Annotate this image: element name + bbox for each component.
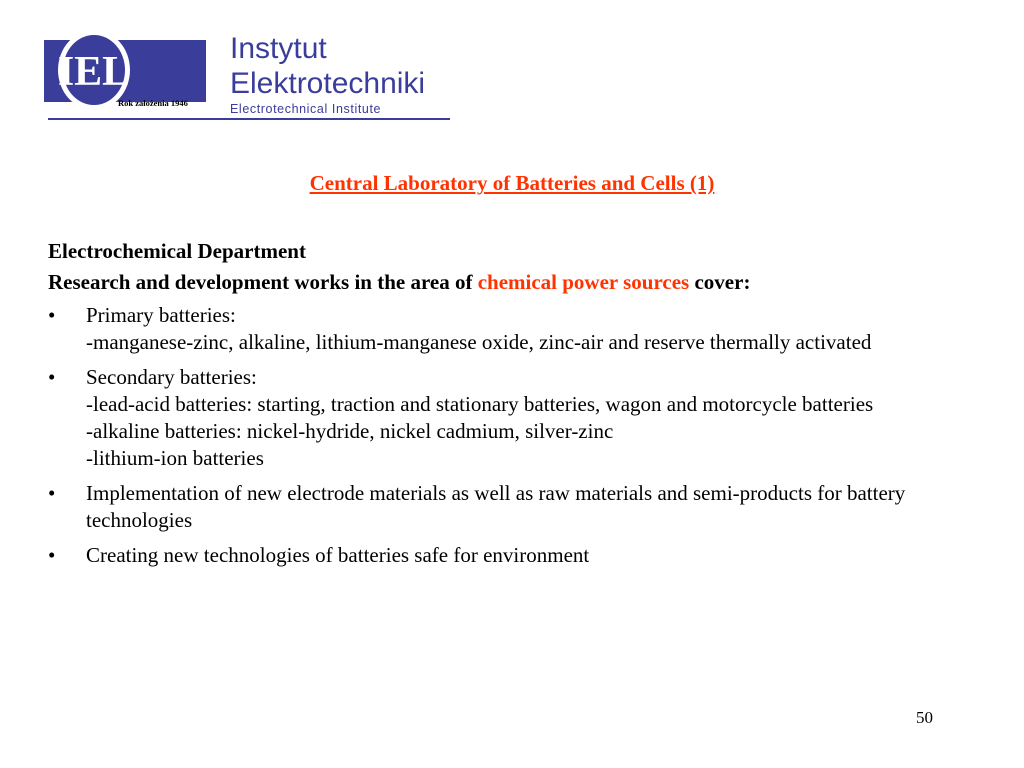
logo-mark-text: IEL <box>57 49 131 95</box>
slide-content <box>48 238 948 577</box>
bullet-icon: • <box>48 543 56 567</box>
logo-founded-text: Rok założenia 1946 <box>118 98 188 108</box>
bullet-icon: • <box>48 303 56 327</box>
logo-subtitle: Electrotechnical Institute <box>230 102 382 116</box>
bullet-item <box>48 302 948 356</box>
slide-title: Central Laboratory of Batteries and Cells (1) <box>309 171 715 195</box>
bullet-item-detail: -lead-acid batteries: starting, traction and stationary batteries, wagon and motorcycle batteries <box>86 392 874 416</box>
bullet-item-title: Implementation of new electrode materials as well as raw materials and semi-products for battery technologies <box>86 481 906 532</box>
bullet-item <box>48 480 948 534</box>
bullet-item-title: Primary batteries: <box>86 303 236 327</box>
bullet-icon: • <box>48 481 56 505</box>
intro-highlight: chemical power sources <box>477 270 690 294</box>
institute-logo <box>44 26 450 122</box>
page-number: 50 <box>916 708 933 727</box>
bullet-item-title: Secondary batteries: <box>86 365 257 389</box>
intro-paragraph <box>48 270 948 294</box>
bullet-icon: • <box>48 365 56 389</box>
logo-name-line2: Elektrotechniki <box>230 67 426 100</box>
bullet-item-detail: -manganese-zinc, alkaline, lithium-manganese oxide, zinc-air and reserve thermally activated <box>86 330 872 354</box>
logo-name-line1: Instytut <box>230 32 327 65</box>
intro-text-after: cover: <box>694 270 751 294</box>
bullet-item-detail: -alkaline batteries: nickel-hydride, nickel cadmium, silver-zinc <box>86 419 614 443</box>
bullet-item <box>48 542 948 569</box>
bullet-item-title: Creating new technologies of batteries safe for environment <box>86 543 590 567</box>
bullet-list <box>48 302 948 569</box>
bullet-item <box>48 364 948 472</box>
intro-text-before: Research and development works in the area of <box>48 270 478 294</box>
department-heading: Electrochemical Department <box>48 239 306 263</box>
bullet-item-detail: -lithium-ion batteries <box>86 446 264 470</box>
